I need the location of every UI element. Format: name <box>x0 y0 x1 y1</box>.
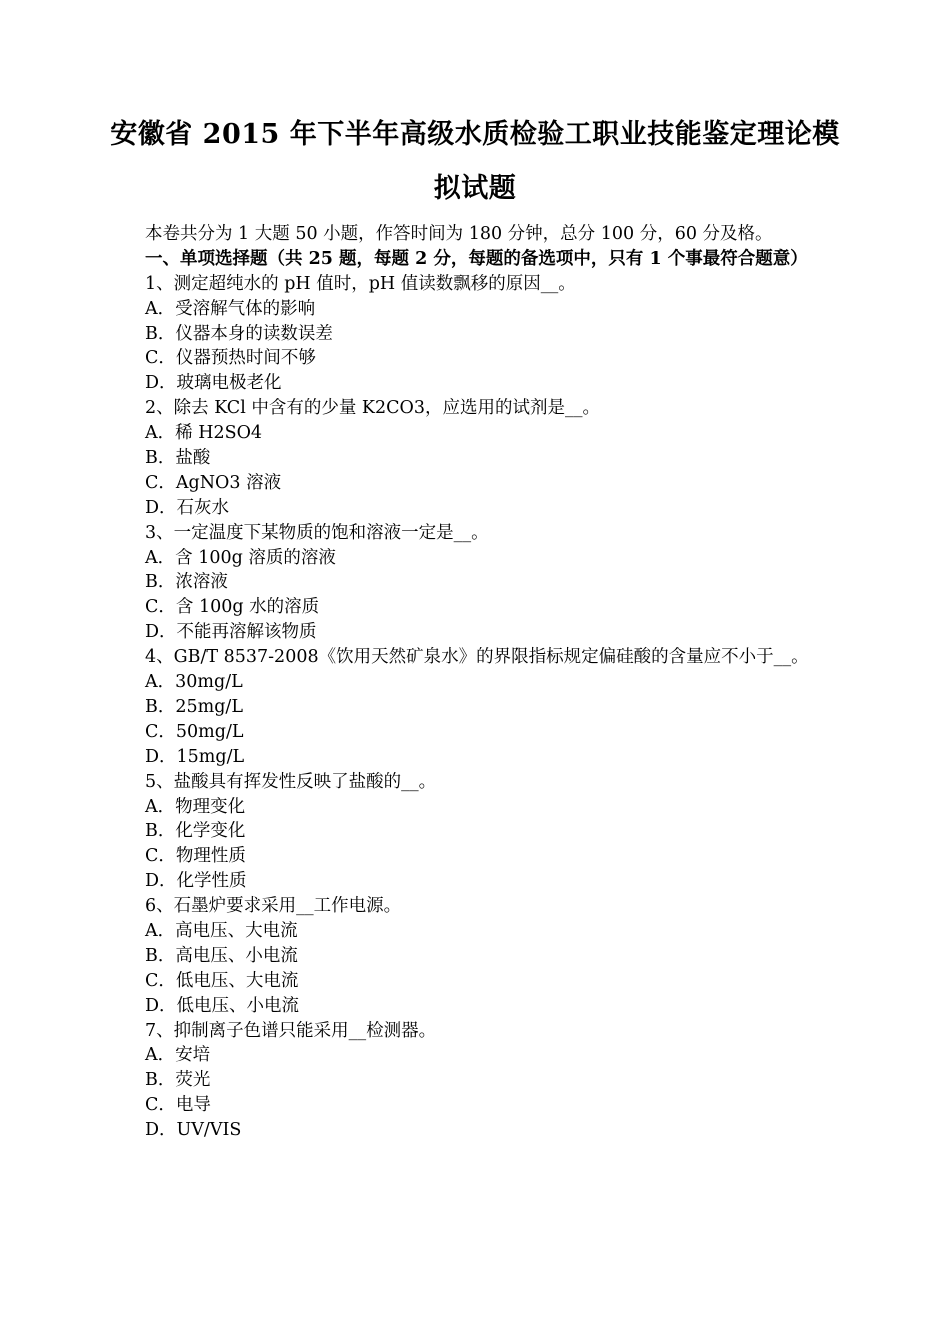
answer-option: B．荧光 <box>145 1070 211 1091</box>
answer-option: C．物理性质 <box>145 846 246 867</box>
answer-option: C．低电压、大电流 <box>145 970 299 991</box>
answer-option: C．AgNO3 溶液 <box>145 472 282 493</box>
answer-option: C．50mg/L <box>145 721 244 742</box>
answer-option: B．25mg/L <box>145 696 243 717</box>
answer-option: C．仪器预热时间不够 <box>145 348 316 369</box>
question-stem: 4、GB/T 8537-2008《饮用天然矿泉水》的界限指标规定偏硅酸的含量应不小于__。 <box>145 647 809 668</box>
answer-option: D．低电压、小电流 <box>145 995 300 1016</box>
question-stem: 5、盐酸具有挥发性反映了盐酸的__。 <box>145 771 437 792</box>
answer-option: D．不能再溶解该物质 <box>145 622 317 643</box>
document-title-line-2: 拟试题 <box>433 173 517 204</box>
answer-option: D．玻璃电极老化 <box>145 373 282 394</box>
answer-option: D．石灰水 <box>145 497 230 518</box>
question-stem: 1、测定超纯水的 pH 值时，pH 值读数飘移的原因__。 <box>145 273 576 294</box>
answer-option: A．30mg/L <box>145 672 243 693</box>
answer-option: B．高电压、小电流 <box>145 945 298 966</box>
answer-option: B．浓溶液 <box>145 572 228 593</box>
answer-option: A．稀 H2SO4 <box>145 423 263 444</box>
answer-option: A．安培 <box>145 1045 211 1066</box>
answer-option: D．15mg/L <box>145 746 245 767</box>
document-title-line-1: 安徽省 2015 年下半年高级水质检验工职业技能鉴定理论模 <box>110 119 840 150</box>
question-stem: 2、除去 KCl 中含有的少量 K2CO3，应选用的试剂是__。 <box>145 398 600 419</box>
answer-option: B．仪器本身的读数误差 <box>145 323 333 344</box>
answer-option: B．化学变化 <box>145 821 246 842</box>
answer-option: A．受溶解气体的影响 <box>145 298 316 319</box>
answer-option: C．电导 <box>145 1095 211 1116</box>
answer-option: A．高电压、大电流 <box>145 920 298 941</box>
answer-option: D．UV/VIS <box>145 1120 242 1141</box>
document-body <box>145 222 810 1143</box>
answer-option: C．含 100g 水的溶质 <box>145 597 320 618</box>
section-heading: 一、单项选择题（共 25 题，每题 2 分，每题的备选项中，只有 1 个事最符合题意） <box>145 248 808 269</box>
answer-option: A．物理变化 <box>145 796 246 817</box>
answer-option: A．含 100g 溶质的溶液 <box>145 547 336 568</box>
question-stem: 3、一定温度下某物质的饱和溶液一定是__。 <box>145 522 489 543</box>
question-stem: 7、抑制离子色谱只能采用__检测器。 <box>145 1020 437 1041</box>
question-stem: 6、石墨炉要求采用__工作电源。 <box>145 896 402 917</box>
answer-option: B．盐酸 <box>145 448 211 469</box>
exam-intro: 本卷共分为 1 大题 50 小题，作答时间为 180 分钟，总分 100 分，60 分及格。 <box>145 224 773 244</box>
answer-option: D．化学性质 <box>145 871 247 892</box>
